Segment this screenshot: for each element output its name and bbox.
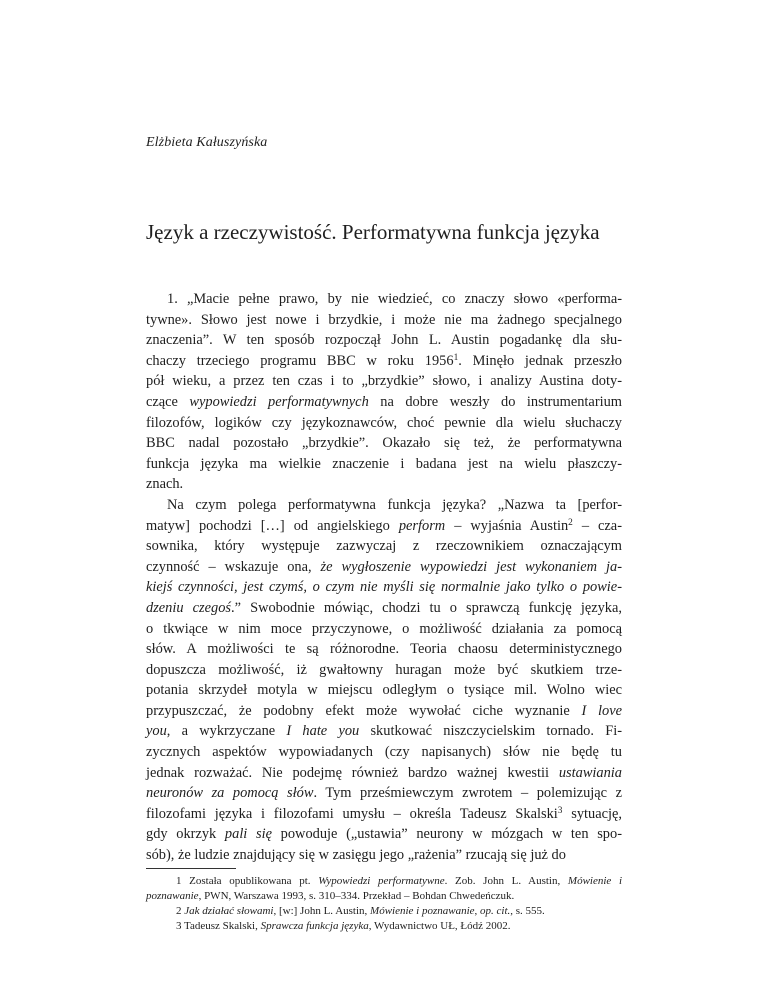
text-run: sób), że ludzie znajdujący się w zasięgu jego „rażenia” rzucają się już do xyxy=(146,847,566,864)
text-run: poznawanie xyxy=(146,890,199,902)
text-line xyxy=(146,351,622,372)
text-line xyxy=(146,639,622,660)
text-run: I hate you xyxy=(286,723,360,740)
text-run: Mówienie i poznawanie xyxy=(370,905,475,917)
text-run: dzeniu czegoś xyxy=(146,599,232,616)
text-run: you xyxy=(146,723,167,740)
text-run: wypowiedzi performatywnych xyxy=(189,393,369,410)
text-run: , s. 555. xyxy=(510,905,545,917)
text-run: matyw] pochodzi […] od angielskiego xyxy=(146,517,399,534)
text-run: że wygłoszenie wypowiedzi jest wykonaniem ja- xyxy=(320,558,622,575)
text-run: zycznych aspektów wypowiadanych (czy napisanych) słów nie będę tu xyxy=(146,744,622,761)
text-run: Wypowiedzi performatywne xyxy=(318,875,445,887)
text-run: pół wieku, a przez ten czas i to „brzydkie” słowo, i analizy Austina doty- xyxy=(146,373,622,390)
text-line xyxy=(146,392,622,413)
footnote-line xyxy=(146,904,622,919)
text-run: funkcja języka ma wielkie znaczenie i badana jest na wielu płaszczy- xyxy=(146,455,622,472)
text-line xyxy=(146,413,622,434)
text-run: czynność – wskazuje ona, xyxy=(146,558,321,575)
text-run: . Minęło jednak przeszło xyxy=(458,352,622,369)
text-line xyxy=(146,660,622,681)
text-line xyxy=(146,598,622,619)
text-line xyxy=(146,804,622,825)
text-line xyxy=(146,742,622,763)
text-run: ustawiania xyxy=(558,764,622,781)
text-line xyxy=(146,330,622,351)
text-run: .” Swobodnie mówiąc, chodzi tu o sprawczą funkcję języka, xyxy=(231,599,622,616)
text-run: dopuszcza możliwość, iż gwałtowny huragan może być skutkiem trze- xyxy=(146,661,622,678)
text-run: sytuację, xyxy=(562,805,622,822)
text-run: Sprawcza funkcja języka xyxy=(260,920,369,932)
text-run: kiejś czynności, jest czymś, o czym nie myśli się normalnie jako tylko o powie- xyxy=(146,579,622,596)
author-name: Elżbieta Kałuszyńska xyxy=(146,135,268,150)
text-run: Mówienie i xyxy=(567,875,623,887)
text-run: , a wykrzyczane xyxy=(166,723,287,740)
text-run: . Tym prześmiewczym zwrotem – polemizując z xyxy=(313,785,622,802)
text-run: perform xyxy=(398,517,446,534)
text-run: , Wydawnictwo UŁ, Łódź 2002. xyxy=(368,920,511,932)
text-run: 1 Została opublikowana pt. xyxy=(176,875,319,887)
text-run: 2 xyxy=(176,905,185,917)
text-run: neuronów za pomocą słów xyxy=(146,785,314,802)
text-run: sownika, który występuje zazwyczaj z rzeczownikiem oznaczającym xyxy=(146,538,622,555)
text-run: przypuszczać, że podobny efekt może wywołać ciche wyznanie xyxy=(146,702,582,719)
text-run: Na czym polega performatywna funkcja języka? „Nazwa ta [perfor- xyxy=(167,496,622,513)
text-run: tywne». Słowo jest nowe i brzydkie, i może nie ma żadnego specjalnego xyxy=(146,311,622,328)
text-run: filozofami języka i filozofami umysłu – określa Tadeusz Skalski xyxy=(146,805,558,822)
text-line xyxy=(146,577,622,598)
text-run: jednak rozważać. Nie podejmę również bardzo ważnej kwestii xyxy=(146,764,559,781)
text-run: , xyxy=(474,905,481,917)
text-run: potania skrzydeł motyla w miejscu odległym o tysiące mil. Wolno wiec xyxy=(146,682,622,699)
text-line xyxy=(146,310,622,331)
text-run: czące xyxy=(146,393,190,410)
paragraph xyxy=(146,495,622,866)
text-run: , PWN, Warszawa 1993, s. 310–334. Przekład – Bohdan Chwedeńczuk. xyxy=(198,890,515,902)
text-line xyxy=(146,371,622,392)
text-line xyxy=(146,680,622,701)
text-line xyxy=(146,454,622,475)
footnote-line xyxy=(146,874,622,889)
text-line xyxy=(146,495,622,516)
article-body xyxy=(146,289,622,866)
text-run: na dobre weszły do instrumentarium xyxy=(368,393,622,410)
footnote-line xyxy=(146,919,622,934)
text-line xyxy=(146,783,622,804)
text-line xyxy=(146,536,622,557)
text-run: Jak działać słowami xyxy=(184,905,274,917)
text-run: znach. xyxy=(146,476,184,493)
text-line xyxy=(146,824,622,845)
text-line xyxy=(146,433,622,454)
paragraph xyxy=(146,289,622,495)
footnote-separator xyxy=(146,868,236,869)
text-run: – cza- xyxy=(572,517,622,534)
text-run: – wyjaśnia Austin xyxy=(445,517,569,534)
text-run: , [w:] John L. Austin, xyxy=(273,905,371,917)
text-line xyxy=(146,516,622,537)
text-line xyxy=(146,701,622,722)
text-line xyxy=(146,845,622,866)
text-run: 1. „Macie pełne prawo, by nie wiedzieć, co znaczy słowo «performa- xyxy=(167,291,622,307)
footnote-ref: 3 xyxy=(557,805,563,816)
text-run: znaczenia”. W ten sposób rozpoczął John L. Austin pogadankę dla słu- xyxy=(146,332,622,349)
text-run: pali się xyxy=(224,826,272,843)
text-line xyxy=(146,557,622,578)
text-run: . Zob. John L. Austin, xyxy=(444,875,568,887)
text-line xyxy=(146,474,622,495)
footnote-ref: 2 xyxy=(568,517,573,528)
article-title: Język a rzeczywistość. Performatywna funkcja języka xyxy=(146,220,600,244)
text-run: BBC nadal pozostało „brzydkie”. Okazało się też, że performatywna xyxy=(146,435,622,452)
text-run: 3 Tadeusz Skalski, xyxy=(176,920,261,932)
text-run: op. cit. xyxy=(480,905,511,917)
text-run: o tkwiące w nim moce przyczynowe, o możliwość działania za pomocą xyxy=(146,620,622,637)
text-run: chaczy trzeciego programu BBC w roku 1956 xyxy=(146,352,454,369)
text-run: skutkować niszczycielskim tornado. Fi- xyxy=(359,723,622,740)
text-line xyxy=(146,619,622,640)
text-line xyxy=(146,763,622,784)
text-run: gdy okrzyk xyxy=(146,826,225,843)
text-run: filozofów, logików czy językoznawców, choć pewnie dla wielu słuchaczy xyxy=(146,414,622,431)
text-line xyxy=(146,721,622,742)
text-line xyxy=(146,289,622,310)
footnote-line xyxy=(146,889,622,904)
footnotes xyxy=(146,874,622,934)
text-run: słów. A możliwości te są różnorodne. Teoria chaosu deterministycznego xyxy=(146,641,622,658)
text-run: I love xyxy=(581,702,622,719)
footnote-ref: 1 xyxy=(453,352,459,363)
text-run: powoduje („ustawia” neurony w mózgach w ten spo- xyxy=(271,826,622,843)
